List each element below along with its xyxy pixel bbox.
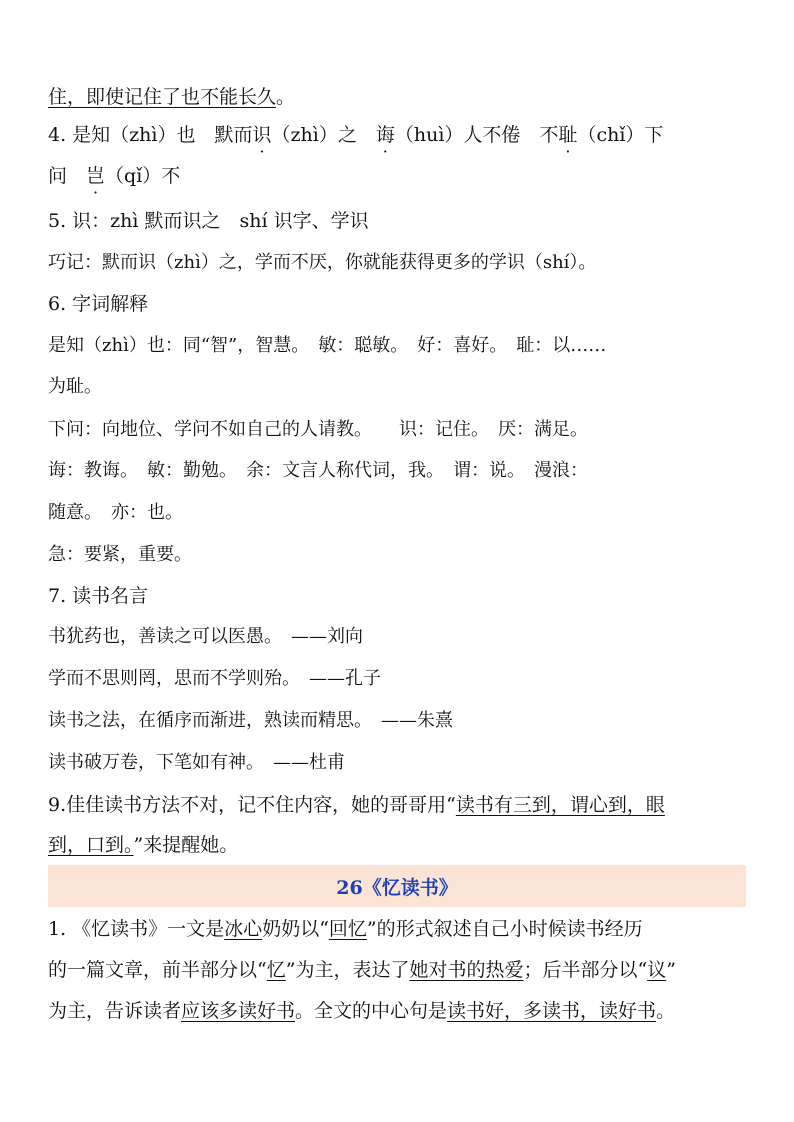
underlined-text: 住，即使记住了也不能长久	[48, 86, 277, 108]
text-fragment: 。全文的中心句是	[295, 1000, 448, 1022]
underlined-text: 读书好，多读书，读好书	[447, 1000, 657, 1022]
text-line: 是知（zhì）也：同“智”，智慧。 敏：聪敏。 好：喜好。 耻：以……	[48, 335, 607, 356]
text-fragment: ”	[666, 959, 676, 981]
text-line	[48, 832, 238, 858]
text-fragment: ”的形式叙述自己小时候读书经历	[366, 918, 643, 940]
quote-line: 读书之法，在循序而渐进，熟读而精思。 ——朱熹	[48, 710, 453, 731]
quote-line: 书犹药也，善读之可以医愚。 ——刘向	[48, 626, 363, 647]
text-fragment: 1. 《忆读书》一文是	[48, 918, 225, 940]
dotted-char: 诲	[375, 124, 395, 146]
underlined-text: 忆	[266, 959, 286, 981]
lesson-title: 26《忆读书》	[336, 877, 458, 899]
text-fragment: 9.佳佳读书方法不对，记不住内容，她的哥哥用“	[48, 794, 456, 816]
quote-line: 读书破万卷，下笔如有神。 ——杜甫	[48, 752, 345, 773]
underlined-text: 读书有三到，谓心到，眼	[455, 794, 665, 816]
underlined-text: 她对书的热爱	[409, 959, 524, 981]
section-heading: 7. 读书名言	[48, 585, 149, 607]
text-fragment: 的一篇文章，前半部分以“	[48, 959, 267, 981]
text-fragment: （huì）人不倦 不	[394, 124, 559, 146]
text-fragment: （zhì）之	[271, 124, 376, 146]
text-line: 为耻。	[48, 376, 102, 397]
text-fragment: 4. 是知（zhì）也 默而	[48, 124, 253, 146]
dotted-char: 岂	[86, 165, 106, 187]
text-fragment: 为主，告诉读者	[48, 1000, 182, 1022]
text-line: 随意。 亦：也。	[48, 502, 183, 523]
text-fragment: 。	[276, 86, 296, 108]
text-line	[48, 957, 676, 983]
underlined-text: 应该多读好书	[181, 1000, 296, 1022]
text-fragment: 奶奶以“	[262, 918, 329, 940]
underlined-text: 到，口到。	[48, 834, 134, 856]
dotted-char: 耻	[558, 124, 578, 146]
text-fragment: 。	[656, 1000, 676, 1022]
underlined-text: 议	[647, 959, 667, 981]
text-line: 急：要紧，重要。	[48, 544, 192, 565]
text-line	[48, 998, 675, 1024]
text-fragment: ”来提醒她。	[133, 834, 239, 856]
lesson-title-banner	[48, 865, 746, 907]
text-line	[48, 84, 295, 110]
text-line: 诲：教诲。 敏：勤勉。 余：文言人称代词，我。 谓：说。 漫浪：	[48, 460, 588, 481]
text-line	[48, 792, 665, 818]
text-line: 巧记：默而识（zhì）之，学而不厌，你就能获得更多的学识（shí）。	[48, 252, 597, 273]
quote-line: 学而不思则罔，思而不学则殆。 ——孔子	[48, 668, 381, 689]
underlined-text: 回忆	[328, 918, 367, 940]
text-line: 5. 识：zhì 默而识之 shí 识字、学识	[48, 210, 369, 232]
text-line	[48, 916, 643, 942]
underlined-text: 冰心	[224, 918, 263, 940]
text-fragment: ；后半部分以“	[523, 959, 648, 981]
text-line: 下问：向地位、学问不如自己的人请教。 识：记住。 厌：满足。	[48, 419, 588, 440]
text-fragment: 问	[48, 165, 87, 187]
text-line	[48, 122, 663, 148]
text-fragment: ”为主，表达了	[285, 959, 410, 981]
dotted-char: 识	[252, 124, 272, 146]
text-line	[48, 163, 180, 189]
text-fragment: （chǐ）下	[577, 124, 664, 146]
section-heading: 6. 字词解释	[48, 293, 149, 315]
text-fragment: （qǐ）不	[105, 165, 181, 187]
